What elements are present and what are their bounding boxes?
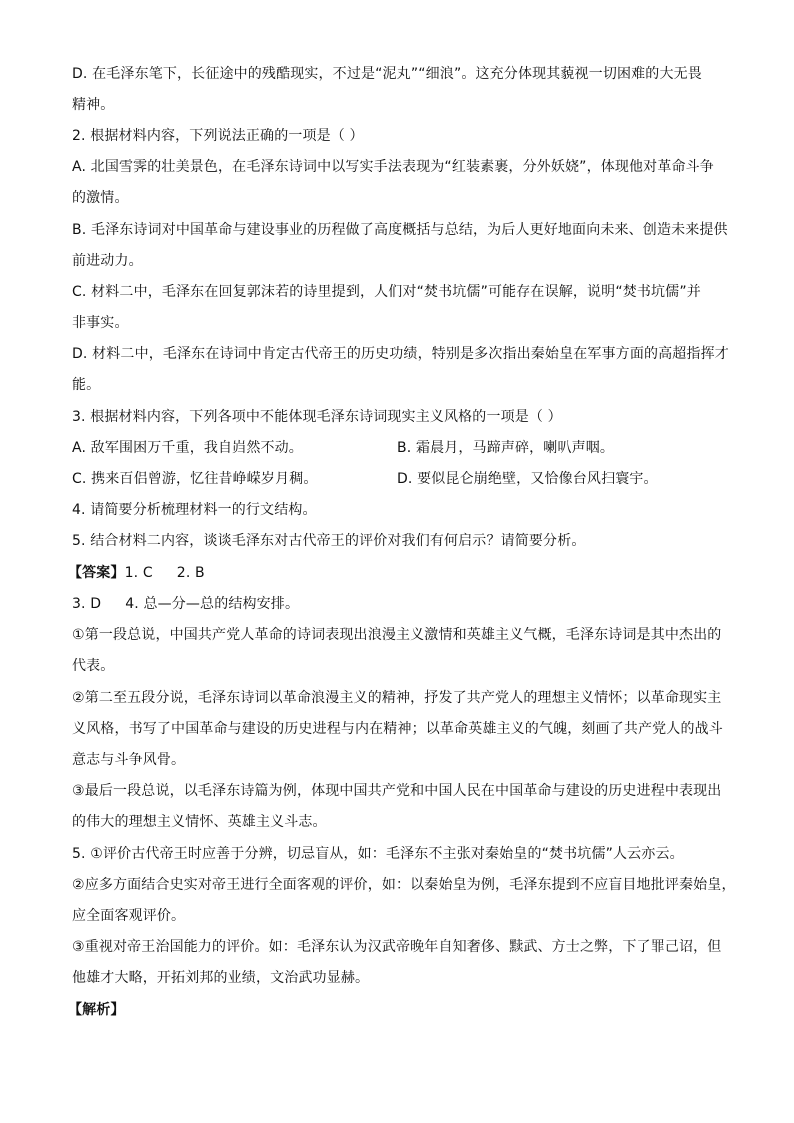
answer-4-point-3-line1: ③最后一段总说，以毛泽东诗篇为例，体现中国共产党和中国人民在中国革命与建设的历史进程中表现出 — [72, 783, 722, 799]
answer-5-point-2-line1: ②应多方面结合史实对帝王进行全面客观的评价，如：以秦始皇为例，毛泽东提到不应盲目地批评秦始皇， — [72, 877, 736, 893]
q2-option-a-line1: A. 北国雪霁的壮美景色，在毛泽东诗词中以写实手法表现为“红装素裹，分外妖娆”，体现他对革命斗争 — [72, 159, 714, 175]
answer-5-point-2-line2: 应全面客观评价。 — [72, 908, 186, 924]
q3-option-b: B. 霜晨月，马蹄声碎，喇叭声咽。 — [397, 440, 615, 456]
answer-5-point-3-line1: ③重视对帝王治国能力的评价。如：毛泽东认为汉武帝晚年自知奢侈、黩武、方士之弊，下了罪己诏，但 — [72, 939, 722, 955]
question-5: 5. 结合材料二内容，谈谈毛泽东对古代帝王的评价对我们有何启示？请简要分析。 — [72, 533, 586, 549]
question-2-stem: 2. 根据材料内容，下列说法正确的一项是（ ） — [72, 128, 364, 144]
answer-4-point-2-line3: 意志与斗争风骨。 — [72, 752, 186, 768]
q1-option-d-line2: 精神。 — [72, 97, 115, 113]
q2-option-a-line2: 的激情。 — [72, 190, 129, 206]
q1-option-d-line1: D. 在毛泽东笔下，长征途中的残酷现实，不过是“泥丸”“细浪”。这充分体现其藐视一切困难的大无畏 — [72, 66, 702, 82]
answer-3: 3. D — [72, 596, 102, 612]
answer-4: 4. 总—分—总的结构安排。 — [125, 596, 300, 612]
answer-1: 1. C — [124, 565, 153, 581]
question-4: 4. 请简要分析梳理材料一的行文结构。 — [72, 502, 317, 518]
answer-4-point-3-line2: 的伟大的理想主义情怀、英雄主义斗志。 — [72, 814, 327, 830]
answer-4-point-1-line1: ①第一段总说，中国共产党人革命的诗词表现出浪漫主义激情和英雄主义气概，毛泽东诗词是其中杰出的 — [72, 627, 722, 643]
answer-label: 【答案】 — [68, 565, 125, 581]
answer-4-point-2-line2: 义风格，书写了中国革命与建设的历史进程与内在精神；以革命英雄主义的气魄，刻画了共产党人的战斗 — [72, 721, 723, 737]
q2-option-d-line2: 能。 — [72, 377, 101, 393]
q2-option-d-line1: D. 材料二中，毛泽东在诗词中肯定古代帝王的历史功绩，特别是多次指出秦始皇在军事方面的高超指挥才 — [72, 346, 729, 362]
answer-4-point-2-line1: ②第二至五段分说，毛泽东诗词以革命浪漫主义的精神，抒发了共产党人的理想主义情怀；以革命现实主 — [72, 690, 722, 706]
answer-row-1 — [68, 563, 205, 583]
answer-5-point-3-line2: 他雄才大略，开拓刘邦的业绩，文治武功显赫。 — [72, 970, 370, 986]
analysis-label: 【解析】 — [68, 1002, 125, 1018]
q2-option-b-line1: B. 毛泽东诗词对中国革命与建设事业的历程做了高度概括与总结，为后人更好地面向未来、创造未来提供 — [72, 222, 728, 238]
q2-option-b-line2: 前进动力。 — [72, 253, 143, 269]
q2-option-c-line1: C. 材料二中，毛泽东在回复郭沫若的诗里提到，人们对“焚书坑儒”可能存在误解，说明“焚书坑儒”并 — [72, 284, 701, 300]
answer-row-2 — [72, 594, 299, 614]
answer-5-point-1: 5. ①评价古代帝王时应善于分辨，切忌盲从，如：毛泽东不主张对秦始皇的“焚书坑儒”人云亦云。 — [72, 846, 684, 862]
q3-option-d: D. 要似昆仑崩绝壁，又恰像台风扫寰宇。 — [397, 471, 658, 487]
q3-option-c: C. 携来百侣曾游，忆往昔峥嵘岁月稠。 — [72, 471, 318, 487]
q2-option-c-line2: 非事实。 — [72, 315, 129, 331]
question-3-stem: 3. 根据材料内容，下列各项中不能体现毛泽东诗词现实主义风格的一项是（ ） — [72, 409, 562, 425]
q3-option-a: A. 敌军围困万千重，我自岿然不动。 — [72, 440, 303, 456]
answer-4-point-1-line2: 代表。 — [72, 658, 115, 674]
answer-2: 2. B — [176, 565, 205, 581]
